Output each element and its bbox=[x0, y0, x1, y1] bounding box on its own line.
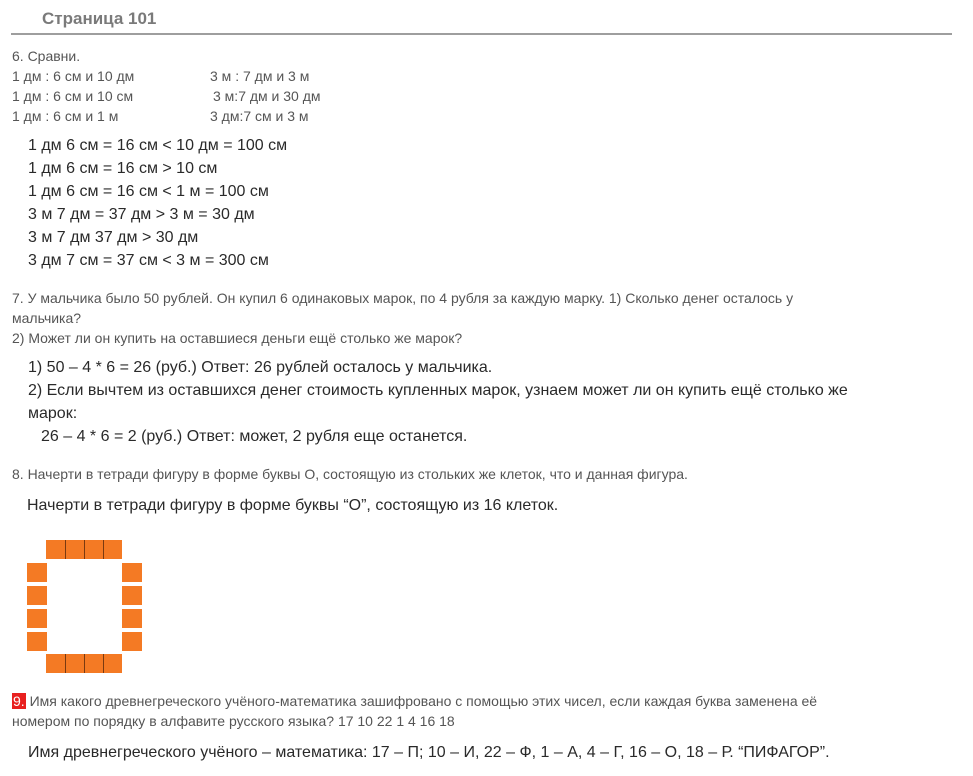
task7-answer2: 2) Если вычтем из оставшихся денег стоимость купленных марок, узнаем может ли он купить ещё столько же bbox=[28, 382, 848, 399]
task9-number: 9. bbox=[13, 693, 25, 709]
task7-answer3: 26 – 4 * 6 = 2 (руб.) Ответ: может, 2 рубля еще останется. bbox=[41, 428, 468, 445]
task6-answer: 3 м 7 дм 37 дм > 30 дм bbox=[28, 229, 199, 246]
figure-cell bbox=[84, 540, 103, 559]
task6-answer: 1 дм 6 см = 16 см > 10 см bbox=[28, 160, 218, 177]
figure-cell bbox=[65, 654, 84, 673]
task6-row-left: 1 дм : 6 см и 10 см bbox=[12, 88, 134, 104]
figure-cell bbox=[122, 632, 142, 651]
task9-question-text: Имя какого древнегреческого учёного-математика зашифровано с помощью этих чисел, если каждая буква заменена её bbox=[25, 693, 818, 709]
task6-row-right: 3 м:7 дм и 30 дм bbox=[213, 88, 321, 104]
task9-question-cont: номером по порядку в алфавите русского языка? 17 10 22 1 4 16 18 bbox=[12, 713, 455, 729]
figure-cell bbox=[84, 654, 103, 673]
task6-row-left: 1 дм : 6 см и 1 м bbox=[12, 108, 119, 124]
task8-question: 8. Начерти в тетради фигуру в форме буквы О, состоящую из стольких же клеток, что и данная фигура. bbox=[12, 466, 688, 482]
task7-question-cont: мальчика? bbox=[12, 310, 82, 326]
task6-row-right: 3 дм:7 см и 3 м bbox=[210, 108, 309, 124]
figure-cell bbox=[122, 563, 142, 582]
task8-answer: Начерти в тетради фигуру в форме буквы “О”, состоящую из 16 клеток. bbox=[27, 497, 559, 514]
task7-answer1: 1) 50 – 4 * 6 = 26 (руб.) Ответ: 26 рублей осталось у мальчика. bbox=[28, 359, 493, 376]
figure-cell bbox=[103, 540, 122, 559]
task6-answer: 1 дм 6 см = 16 см < 1 м = 100 см bbox=[28, 183, 269, 200]
figure-cell bbox=[27, 632, 47, 651]
page-header bbox=[11, 0, 952, 35]
task6-answer: 1 дм 6 см = 16 см < 10 дм = 100 см bbox=[28, 137, 288, 154]
task6-answer: 3 дм 7 см = 37 см < 3 м = 300 см bbox=[28, 252, 269, 269]
task9-question bbox=[12, 691, 817, 711]
figure-cell bbox=[27, 609, 47, 628]
task7-question-part2: 2) Может ли он купить на оставшиеся деньги ещё столько же марок? bbox=[12, 330, 463, 346]
figure-cell bbox=[27, 586, 47, 605]
figure-cell bbox=[122, 586, 142, 605]
figure-cell bbox=[27, 563, 47, 582]
task6-answer: 3 м 7 дм = 37 дм > 3 м = 30 дм bbox=[28, 206, 255, 223]
figure-cell bbox=[103, 654, 122, 673]
task9-answer: Имя древнегреческого учёного – математика: 17 – П; 10 – И, 22 – Ф, 1 – А, 4 – Г, 16 – О, 18 – Р. “ПИФАГОР”. bbox=[28, 744, 830, 761]
figure-cell bbox=[46, 540, 65, 559]
task6-row-left: 1 дм : 6 см и 10 дм bbox=[12, 68, 135, 84]
figure-cell bbox=[46, 654, 65, 673]
task7-answer2-cont: марок: bbox=[28, 405, 78, 422]
task6-row-right: 3 м : 7 дм и 3 м bbox=[210, 68, 310, 84]
task6-title: 6. Сравни. bbox=[12, 48, 81, 64]
task7-question: 7. У мальчика было 50 рублей. Он купил 6 одинаковых марок, по 4 рубля за каждую марку. 1) Сколько денег осталось у bbox=[12, 290, 794, 306]
figure-cell bbox=[122, 609, 142, 628]
figure-cell bbox=[65, 540, 84, 559]
page-title: Страница 101 bbox=[42, 9, 157, 28]
